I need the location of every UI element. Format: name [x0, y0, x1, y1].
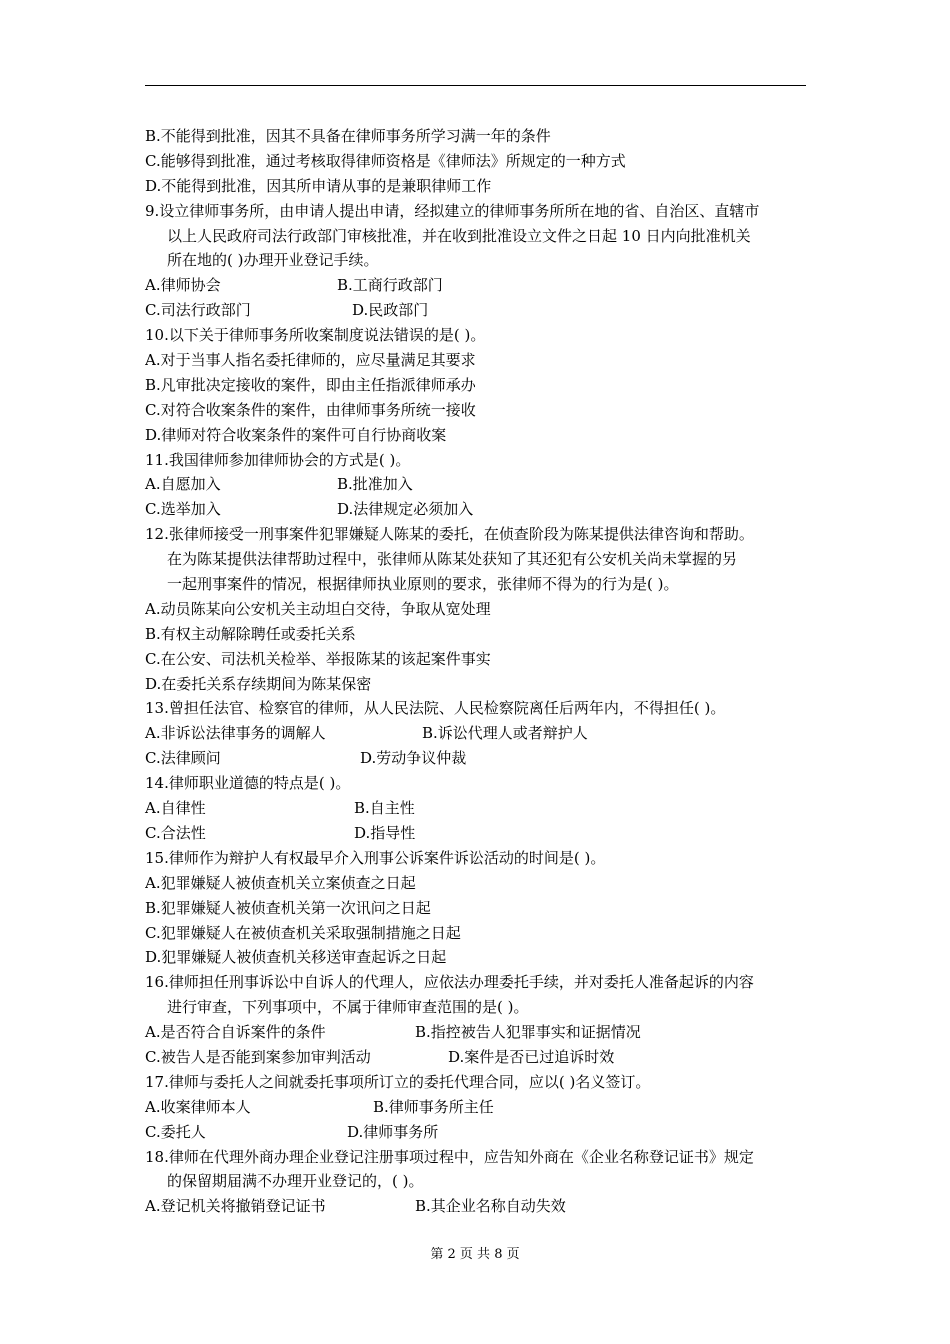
options-row [145, 746, 806, 771]
text-line: 13.曾担任法官、检察官的律师，从人民法院、人民检察院离任后两年内，不得担任( )。 [145, 699, 726, 718]
options-row [145, 1020, 806, 1045]
option-text: D.民政部门 [352, 301, 429, 320]
options-row [145, 1120, 806, 1145]
options-row [145, 273, 806, 298]
option-text: B.其企业名称自动失效 [415, 1197, 566, 1216]
text-line: 11.我国律师参加律师协会的方式是( )。 [145, 450, 411, 469]
text-line: C.犯罪嫌疑人在被侦查机关采取强制措施之日起 [145, 923, 461, 942]
text-line: B.凡审批决定接收的案件，即由主任指派律师承办 [145, 375, 476, 394]
options-row [145, 1194, 806, 1219]
text-line: 18.律师在代理外商办理企业登记注册事项过程中，应告知外商在《企业名称登记证书》规定 [145, 1147, 754, 1166]
text-line: A.对于当事人指名委托律师的，应尽量满足其要求 [145, 351, 476, 370]
text-line: D.律师对符合收案条件的案件可自行协商收案 [145, 425, 447, 444]
text-line: 16.律师担任刑事诉讼中自诉人的代理人，应依法办理委托手续，并对委托人准备起诉的内容 [145, 973, 754, 992]
options-row [145, 721, 806, 746]
text-line: 9.设立律师事务所，由申请人提出申请，经拟建立的律师事务所所在地的省、自治区、直辖市 [145, 201, 760, 220]
option-text: A.收案律师本人 [145, 1097, 251, 1116]
question-continuation: 进行审查，下列事项中，不属于律师审查范围的是( )。 [167, 998, 529, 1017]
option-text: A.登记机关将撤销登记证书 [145, 1197, 326, 1216]
text-line: B.有权主动解除聘任或委托关系 [145, 624, 356, 643]
text-line: D.犯罪嫌疑人被侦查机关移送审查起诉之日起 [145, 948, 447, 967]
page-footer: 第 2 页 共 8 页 [430, 1247, 520, 1262]
options-row [145, 497, 806, 522]
option-text: D.指导性 [354, 823, 416, 842]
text-line: 15.律师作为辩护人有权最早介入刑事公诉案件诉讼活动的时间是( )。 [145, 848, 606, 867]
option-text: C.司法行政部门 [145, 301, 251, 320]
option-text: D.劳动争议仲裁 [360, 749, 467, 768]
text-line: B.不能得到批准，因其不具备在律师事务所学习满一年的条件 [145, 127, 551, 145]
options-row [145, 472, 806, 497]
option-text: B.指控被告人犯罪事实和证据情况 [415, 1023, 641, 1042]
page-content [145, 124, 806, 1219]
text-line: C.在公安、司法机关检举、举报陈某的该起案件事实 [145, 649, 491, 668]
text-line: A.动员陈某向公安机关主动坦白交待，争取从宽处理 [145, 599, 491, 618]
option-text: C.选举加入 [145, 500, 221, 519]
text-line: D.在委托关系存续期间为陈某保密 [145, 674, 372, 693]
option-text: A.自愿加入 [145, 475, 221, 494]
option-text: D.律师事务所 [347, 1122, 439, 1141]
option-text: C.合法性 [145, 823, 206, 842]
text-line: C.对符合收案条件的案件，由律师事务所统一接收 [145, 400, 476, 419]
option-text: B.律师事务所主任 [373, 1097, 494, 1116]
options-row [145, 796, 806, 821]
text-line: A.犯罪嫌疑人被侦查机关立案侦查之日起 [145, 873, 416, 892]
question-continuation: 所在地的( )办理开业登记手续。 [167, 251, 379, 270]
option-text: A.律师协会 [145, 276, 221, 295]
option-text: B.批准加入 [337, 475, 413, 494]
question-continuation: 在为陈某提供法律帮助过程中，张律师从陈某处获知了其还犯有公安机关尚未掌握的另 [167, 550, 738, 569]
options-row [145, 298, 806, 323]
option-text: B.诉讼代理人或者辩护人 [422, 724, 588, 743]
question-continuation: 以上人民政府司法行政部门审核批准，并在收到批准设立文件之日起 10 日内向批准机关 [167, 226, 751, 245]
text-line: 10.以下关于律师事务所收案制度说法错误的是( )。 [145, 326, 486, 345]
option-text: A.是否符合自诉案件的条件 [145, 1023, 326, 1042]
question-continuation: 的保留期届满不办理开业登记的，( )。 [167, 1172, 424, 1191]
options-row [145, 1095, 806, 1120]
option-text: C.被告人是否能到案参加审判活动 [145, 1047, 371, 1066]
option-text: A.自律性 [145, 799, 206, 818]
options-row [145, 1045, 806, 1070]
text-line: B.犯罪嫌疑人被侦查机关第一次讯问之日起 [145, 898, 431, 917]
question-continuation: 一起刑事案件的情况，根据律师执业原则的要求，张律师不得为的行为是( )。 [167, 575, 679, 594]
option-text: C.法律顾问 [145, 749, 221, 768]
header-rule [145, 85, 806, 86]
text-line: 14.律师职业道德的特点是( )。 [145, 774, 351, 793]
options-row [145, 821, 806, 846]
option-text: B.自主性 [354, 799, 415, 818]
option-text: D.案件是否已过追诉时效 [448, 1047, 615, 1066]
text-line: D.不能得到批准，因其所申请从事的是兼职律师工作 [145, 176, 492, 195]
option-text: A.非诉讼法律事务的调解人 [145, 724, 326, 743]
text-line: C.能够得到批准，通过考核取得律师资格是《律师法》所规定的一种方式 [145, 151, 626, 170]
option-text: B.工商行政部门 [337, 276, 443, 295]
text-line: 17.律师与委托人之间就委托事项所订立的委托代理合同，应以( )名义签订。 [145, 1072, 651, 1091]
option-text: D.法律规定必须加入 [337, 500, 474, 519]
text-line: 12.张律师接受一刑事案件犯罪嫌疑人陈某的委托，在侦查阶段为陈某提供法律咨询和帮助。 [145, 525, 754, 544]
option-text: C.委托人 [145, 1122, 206, 1141]
